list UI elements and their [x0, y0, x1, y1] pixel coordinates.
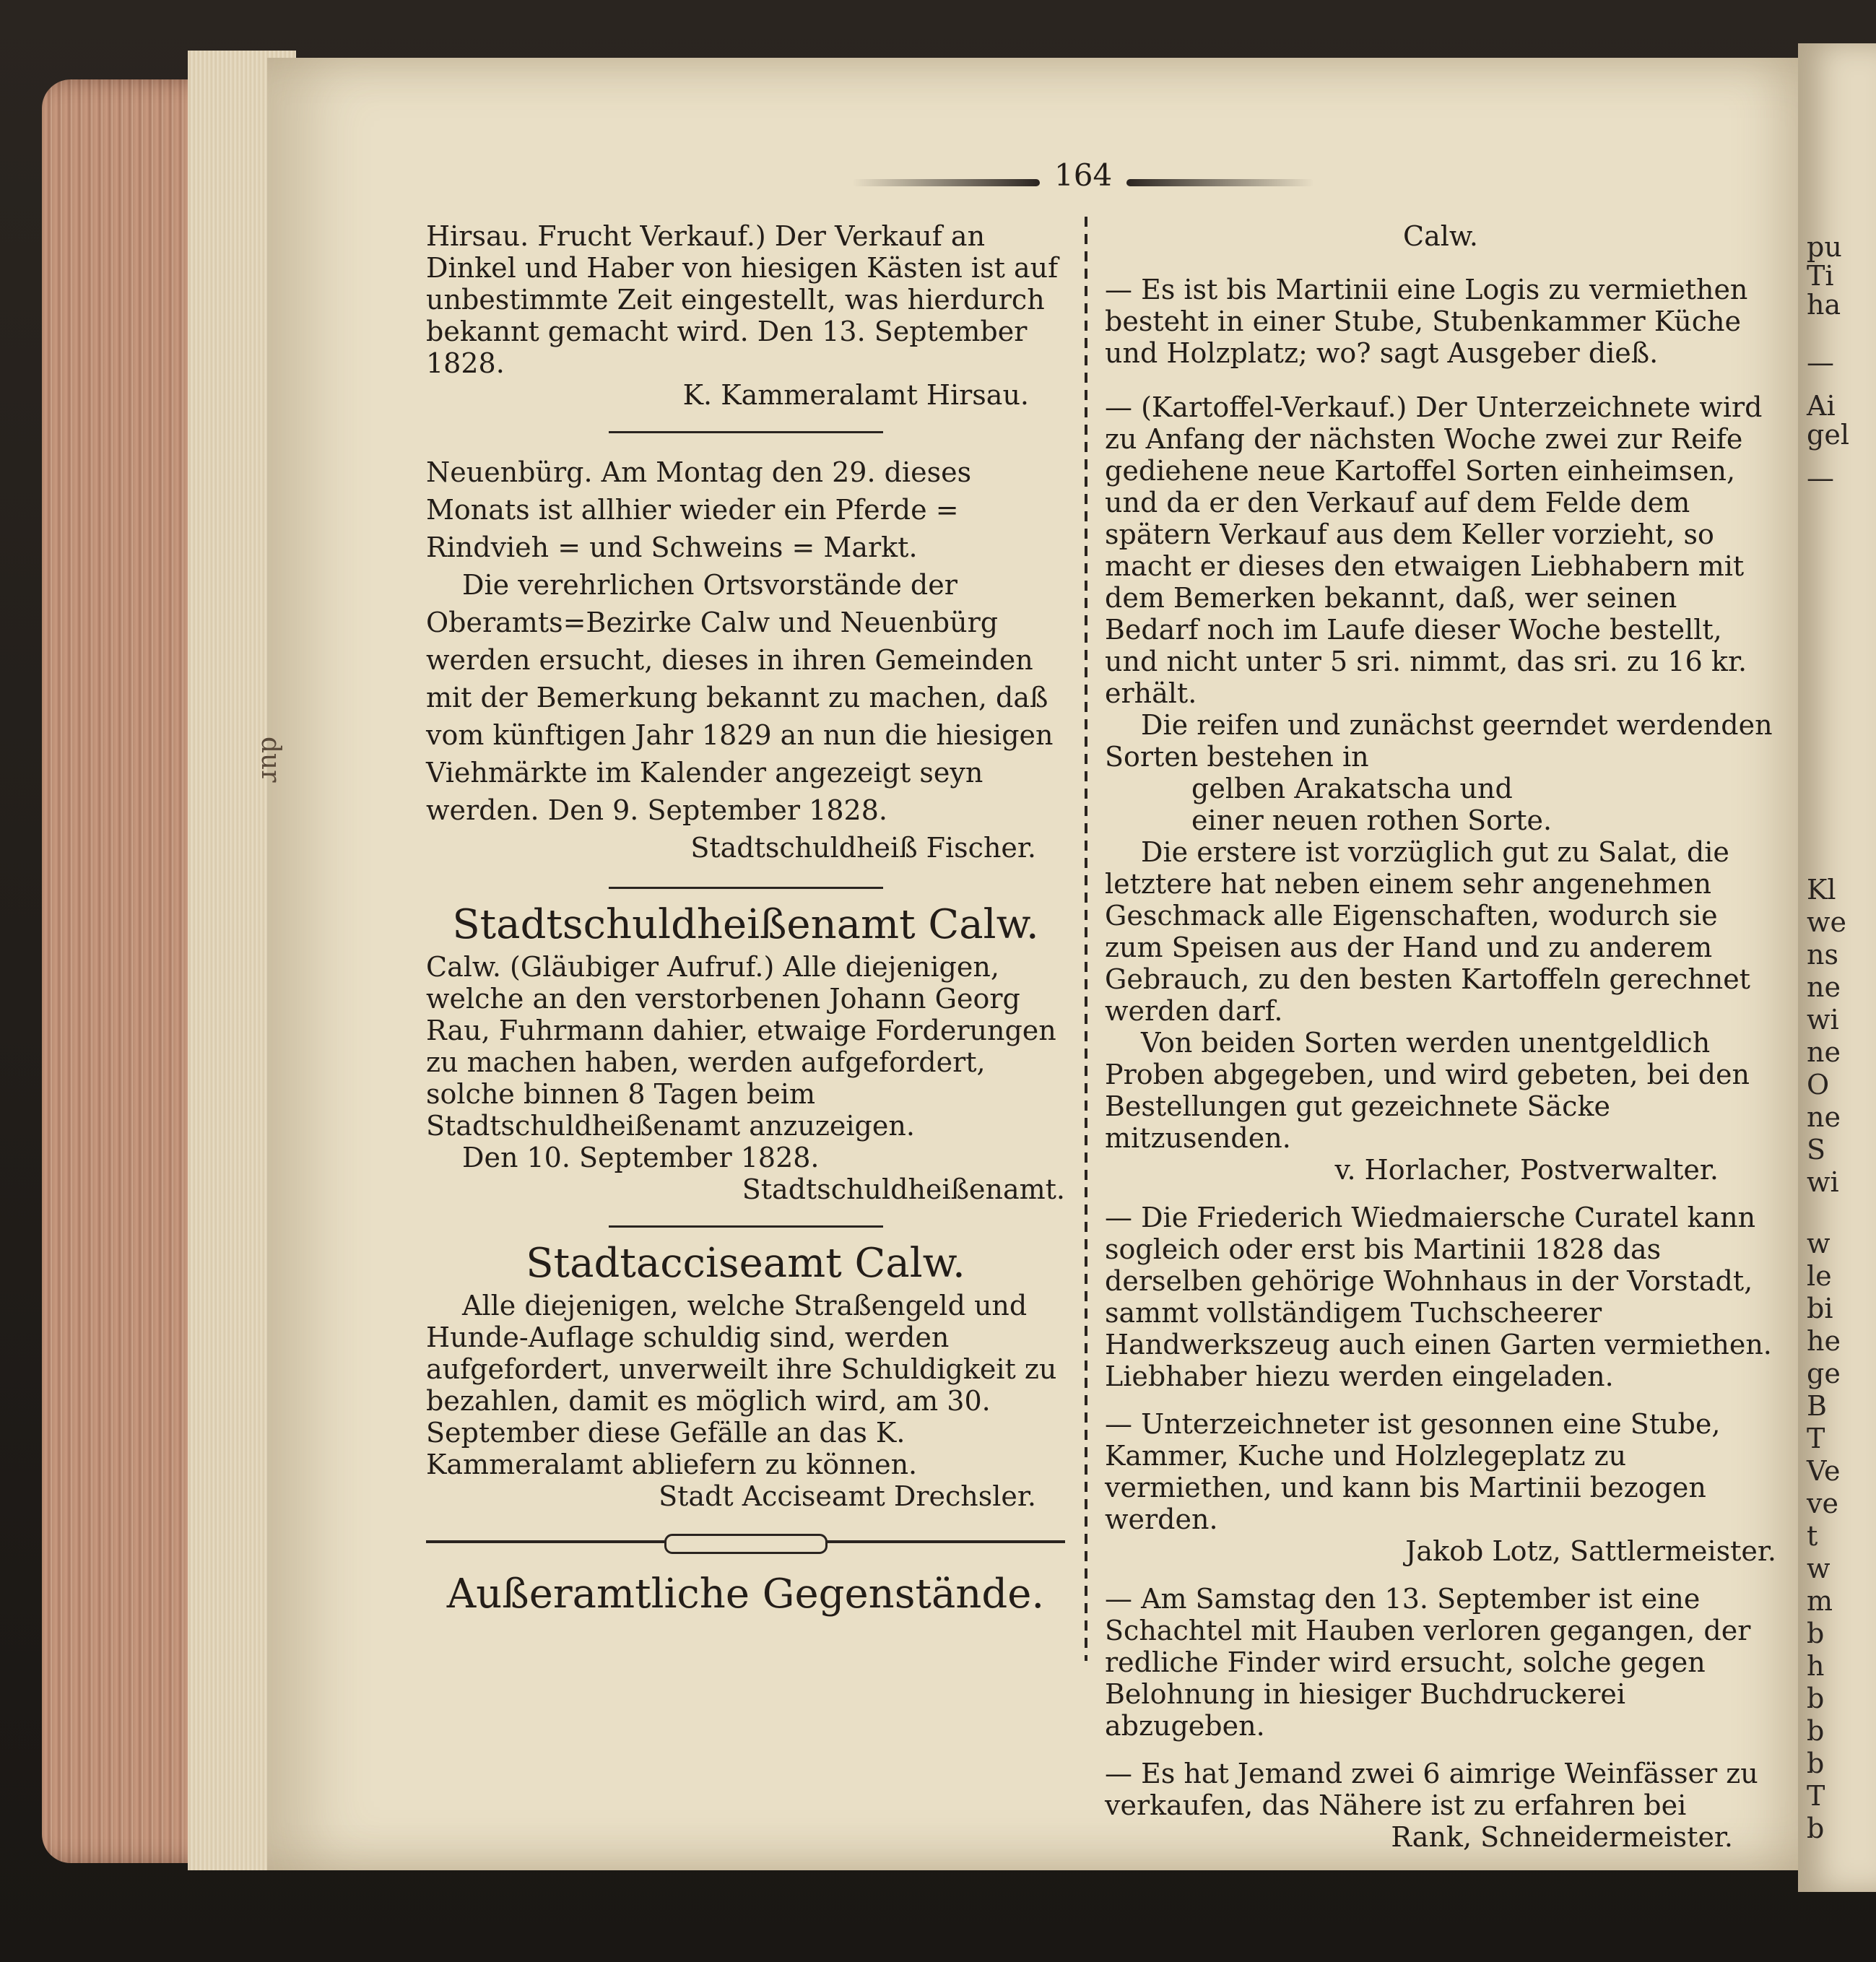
header-rule-left: [852, 179, 1040, 186]
next-page-fragment: m: [1807, 1585, 1833, 1617]
ad-text: — Die Friederich Wiedmaiersche Curatel kann sogleich oder erst bis Martinii 1828 das derselben gehörige Wohnhaus in der Vorstadt, sammt vollständigem Tuchscheerer Handwerkszeug auch einen Garten vermiethen. Liebhaber hiezu werden eingeladen.: [1105, 1202, 1772, 1392]
ad-text: Von beiden Sorten werden unentgeldlich Proben abgegeben, und wird gebeten, bei den Bestellungen gut gezeichnete Säcke mitzusenden.: [1105, 1027, 1750, 1154]
next-page-fragment: T: [1807, 1423, 1825, 1454]
notice-signature: K. Kammeralamt Hirsau.: [682, 379, 1029, 411]
next-page-fragment: ve: [1807, 1488, 1838, 1519]
next-page-fragment: —: [1807, 462, 1834, 494]
ad-schachtel: [1105, 1583, 1776, 1742]
next-page-fragment: w: [1807, 1553, 1831, 1584]
ad-text: Die erstere ist vorzüglich gut zu Salat, die letztere hat neben einem sehr angenehmen Geschmack alle Eigenschaften, wodurch sie zum Speisen aus der Hand und zu anderem Gebrauch, zu den besten Kartoffeln gerechnet werden darf.: [1105, 836, 1750, 1027]
next-page-fragment: b: [1807, 1748, 1825, 1779]
next-page-fragment: ne: [1807, 1036, 1841, 1068]
next-page-fragment: le: [1807, 1260, 1832, 1292]
next-page-fragment: —: [1807, 347, 1834, 378]
right-column: [1105, 220, 1776, 1866]
next-page-fragment: ge: [1807, 1358, 1841, 1389]
notice-signature: Stadt Acciseamt Drechsler.: [659, 1480, 1036, 1512]
left-column: [426, 220, 1065, 1620]
next-page-fragment: gel: [1807, 419, 1849, 451]
separator: [609, 1225, 883, 1228]
next-page-fragment: h: [1807, 1650, 1825, 1682]
notice-text: Die verehrlichen Ortsvorstände der Oberamts=Bezirke Calw und Neuenbürg werden ersucht, dieses in ihren Gemeinden mit der Bemerkung bekannt zu machen, daß vom künftigen Jahr 1829 an nun die hiesigen Viehmärkte im Kalender angezeigt seyn werden. Den 9. September 1828.: [426, 569, 1054, 826]
next-page-fragment: ne: [1807, 1101, 1841, 1133]
ad-kartoffel: [1105, 391, 1776, 1186]
next-page-fragment: b: [1807, 1683, 1825, 1714]
next-page-fragment: B: [1807, 1390, 1827, 1422]
next-page-fragment: ns: [1807, 939, 1838, 971]
ad-logis: [1105, 274, 1776, 369]
notice-glaeubiger: [426, 951, 1065, 1205]
next-page-fragment: he: [1807, 1325, 1841, 1357]
ad-text: Die reifen und zunächst geerndet werdenden Sorten bestehen in: [1105, 709, 1773, 773]
next-page-fragment: w: [1807, 1228, 1831, 1259]
margin-note: dur: [256, 737, 285, 783]
next-page-fragment: Ve: [1807, 1455, 1841, 1487]
notice-accise: [426, 1290, 1065, 1512]
notice-text: Alle diejenigen, welche Straßengeld und Hunde-Auflage schuldig sind, werden aufgefordert, unverweilt ihre Schuldigkeit zu bezahlen, damit es möglich wird, am 30. September diese Gefälle an das K. Kammeralamt abliefern zu können.: [426, 1290, 1057, 1480]
column-divider: [1085, 217, 1087, 1661]
ad-signature: v. Horlacher, Postverwalter.: [1334, 1154, 1719, 1186]
ad-text: — Am Samstag den 13. September ist eine Schachtel mit Hauben verloren gegangen, der redliche Finder wird ersucht, solche gegen Belohnung in hiesiger Buchdruckerei abzugeben.: [1105, 1583, 1751, 1742]
next-page-fragment: bi: [1807, 1293, 1833, 1324]
right-heading: Calw.: [1403, 220, 1478, 252]
ad-stube: [1105, 1408, 1776, 1567]
ad-text: gelben Arakatscha und: [1191, 773, 1513, 804]
next-page-fragment: ha: [1807, 289, 1841, 321]
next-page-fragment: ne: [1807, 971, 1841, 1003]
ad-signature: Jakob Lotz, Sattlermeister.: [1405, 1535, 1776, 1567]
notice-hirsau: [426, 220, 1065, 411]
ad-text: — (Kartoffel-Verkauf.) Der Unterzeichnete wird zu Anfang der nächsten Woche zwei zur Reife gediehene neue Kartoffel Sorten einheimsen, und da er den Verkauf auf dem Felde dem spätern Verkauf aus dem Keller vorzieht, so macht er dieses den etwaigen Liebhabern mit dem Bemerken bekannt, daß, wer seinen Bedarf noch im Laufe dieser Woche bestellt, und nicht unter 5 sri. nimmt, das sri. zu 16 kr. erhält.: [1105, 391, 1763, 709]
page-header: [852, 152, 1314, 209]
notice-neuenbuerg: [426, 453, 1065, 867]
page-number: 164: [1054, 157, 1113, 193]
section-heading: Außeramtliche Gegenstände.: [446, 1571, 1045, 1618]
section-heading: Stadtacciseamt Calw.: [526, 1240, 965, 1287]
next-page-edge: [1798, 43, 1876, 1892]
next-page-fragment: wi: [1807, 1166, 1839, 1198]
next-page-fragment: we: [1807, 906, 1847, 938]
notice-date: Den 10. September 1828.: [462, 1142, 820, 1173]
next-page-fragment: T: [1807, 1780, 1825, 1812]
ornament-rule: [426, 1534, 1065, 1550]
next-page-fragment: pu: [1807, 231, 1842, 263]
next-page-fragment: b: [1807, 1813, 1825, 1844]
ad-weinfaesser: [1105, 1758, 1776, 1853]
next-page-fragment: wi: [1807, 1004, 1839, 1036]
ad-text: — Unterzeichneter ist gesonnen eine Stube, Kammer, Kuche und Holzlegeplatz zu vermiethen, und kann bis Martinii bezogen werden.: [1105, 1408, 1721, 1535]
next-page-fragment: b: [1807, 1715, 1825, 1747]
separator: [609, 887, 883, 889]
notice-text: Calw. (Gläubiger Aufruf.) Alle diejenigen, welche an den verstorbenen Johann Georg Rau, Fuhrmann dahier, etwaige Forderungen zu machen haben, werden aufgefordert, solche binnen 8 Tagen beim Stadtschuldheißenamt anzuzeigen.: [426, 951, 1056, 1142]
ad-signature: Rank, Schneidermeister.: [1391, 1821, 1733, 1853]
next-page-fragment: t: [1807, 1520, 1818, 1552]
notice-signature: Stadtschuldheiß Fischer.: [690, 832, 1036, 864]
ad-curatel: [1105, 1202, 1776, 1392]
notice-text: Neuenbürg. Am Montag den 29. dieses Monats ist allhier wieder ein Pferde = Rindvieh = und Schweins = Markt.: [426, 456, 972, 563]
ad-text: — Es ist bis Martinii eine Logis zu vermiethen besteht in einer Stube, Stubenkammer Küche und Holzplatz; wo? sagt Ausgeber dieß.: [1105, 274, 1748, 369]
next-page-fragment: Kl: [1807, 874, 1836, 906]
notice-text: Hirsau. Frucht Verkauf.) Der Verkauf an Dinkel und Haber von hiesigen Kästen ist auf unbestimmte Zeit eingestellt, was hierdurch bekannt gemacht wird. Den 13. September 1828.: [426, 220, 1059, 379]
ad-text: — Es hat Jemand zwei 6 aimrige Weinfässer zu verkaufen, das Nähere ist zu erfahren bei: [1105, 1758, 1758, 1821]
next-page-fragment: Ai: [1807, 390, 1836, 422]
section-heading: Stadtschuldheißenamt Calw.: [452, 901, 1039, 948]
ad-text: einer neuen rothen Sorte.: [1191, 804, 1553, 836]
next-page-fragment: S: [1807, 1134, 1826, 1166]
next-page-fragment: Ti: [1807, 260, 1834, 292]
header-rule-right: [1126, 179, 1314, 186]
notice-signature: Stadtschuldheißenamt.: [742, 1173, 1065, 1205]
separator: [609, 431, 883, 433]
next-page-fragment: b: [1807, 1618, 1825, 1649]
next-page-fragment: O: [1807, 1069, 1830, 1101]
